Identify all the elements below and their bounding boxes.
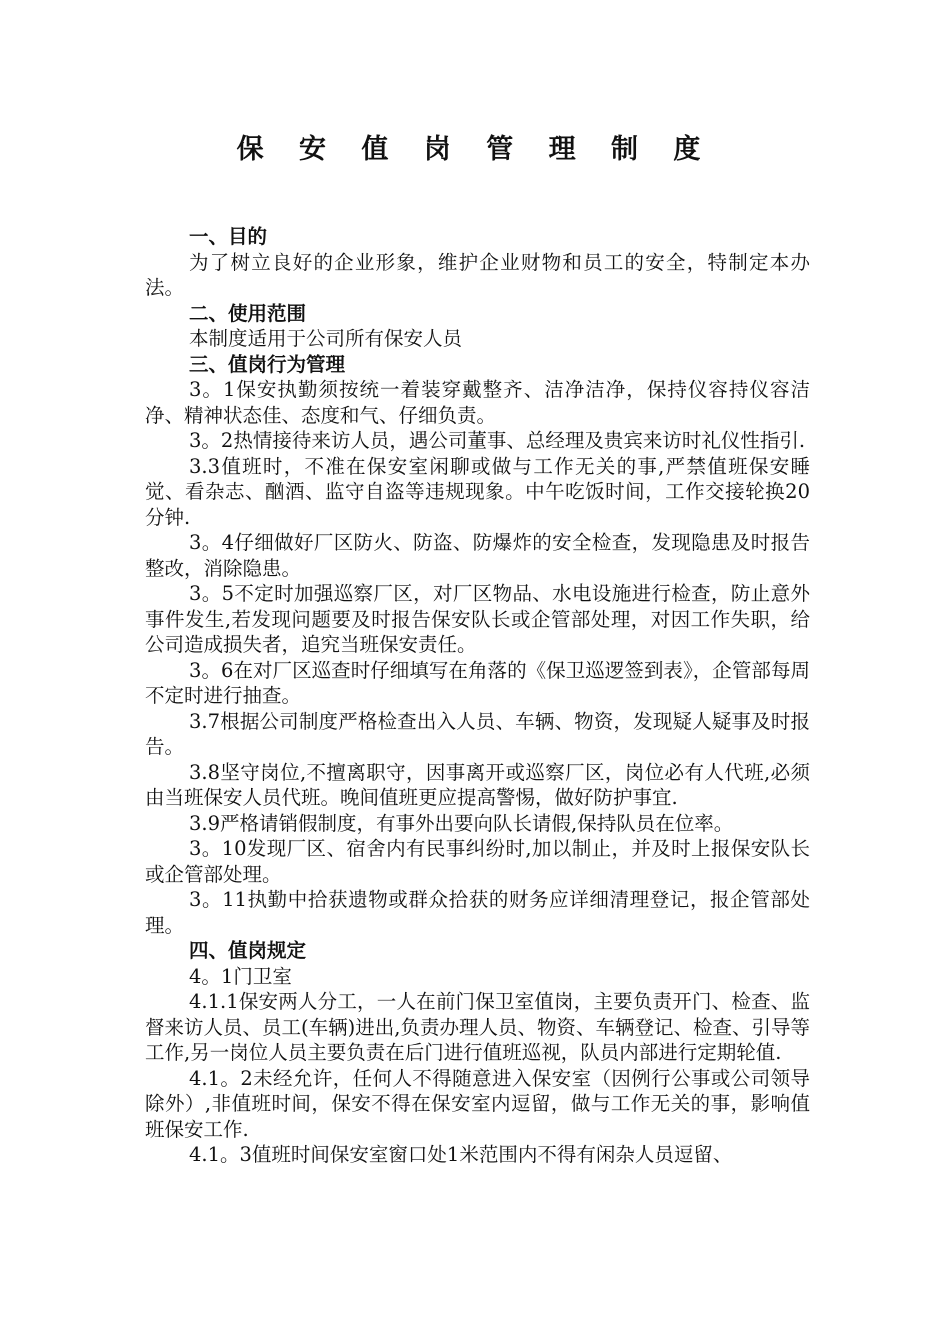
clause-3-8: 3.8坚守岗位,不擅离职守，因事离开或巡察厂区，岗位必有人代班,必须由当班保安人员代班。晚间值班更应提高警惕，做好防护事宜. — [145, 760, 810, 809]
clause-3-5: 3。5不定时加强巡察厂区，对厂区物品、水电设施进行检查，防止意外事件发生,若发现问题要及时报告保安队长或企管部处理，对因工作失职，给公司造成损失者，追究当班保安责任。 — [145, 582, 810, 656]
clause-3-9: 3.9严格请销假制度，有事外出要向队长请假,保持队员在位率。 — [189, 811, 734, 835]
clause-3-2: 3。2热情接待来访人员，遇公司董事、总经理及贵宾来访时礼仪性指引. — [189, 429, 806, 452]
clause-4-1-1: 4.1.1保安两人分工，一人在前门保卫室值岗，主要负责开门、检查、监督来访人员、员工(车辆)进出,负责办理人员、物资、车辆登记、检查、引导等工作,另一岗位人员主要负责在后门进行值班巡视，队员内部进行定期轮值. — [145, 990, 810, 1064]
document-title: 保 安 值 岗 管 理 制 度 — [236, 134, 714, 165]
clause-3-4: 3。4仔细做好厂区防火、防盗、防爆炸的安全检查，发现隐患及时报告整改，消除隐患。 — [145, 531, 810, 580]
clause-3-10: 3。10发现厂区、宿舍内有民事纠纷时,加以制止，并及时上报保安队长或企管部处理。 — [145, 837, 810, 886]
clause-3-7: 3.7根据公司制度严格检查出入人员、车辆、物资，发现疑人疑事及时报告。 — [145, 709, 810, 758]
scope-text: 本制度适用于公司所有保安人员 — [189, 327, 463, 350]
section-heading-conduct: 三、值岗行为管理 — [189, 352, 346, 376]
document-body — [145, 222, 810, 1168]
clause-4-1-3: 4.1。3值班时间保安室窗口处1米范围内不得有闲杂人员逗留、 — [189, 1143, 733, 1166]
clause-3-11: 3。11执勤中拾获遗物或群众拾获的财务应详细清理登记，报企管部处理。 — [145, 888, 810, 937]
clause-3-6: 3。6在对厂区巡查时仔细填写在角落的《保卫巡逻签到表》，企管部每周不定时进行抽查。 — [145, 658, 810, 707]
subsection-4-1: 4。1门卫室 — [189, 964, 292, 988]
section-heading-purpose: 一、目的 — [189, 225, 268, 248]
clause-3-3: 3.3值班时，不准在保安室闲聊或做与工作无关的事,严禁值班保安睡觉、看杂志、酗酒、监守自盗等违规现象。中午吃饭时间，工作交接轮换20分钟. — [145, 454, 810, 529]
clause-4-1-2: 4.1。2未经允许，任何人不得随意进入保安室（因例行公事或公司领导除外）,非值班时间，保安不得在保安室内逗留，做与工作无关的事，影响值班保安工作. — [145, 1066, 810, 1141]
purpose-text: 为了树立良好的企业形象，维护企业财物和员工的安全，特制定本办法。 — [145, 250, 810, 299]
section-heading-scope: 二、使用范围 — [189, 301, 307, 325]
clause-3-1: 3。1保安执勤须按统一着装穿戴整齐、洁净洁净，保持仪容持仪容洁净、精神状态佳、态度和气、仔细负责。 — [145, 378, 810, 427]
section-heading-rules: 四、值岗规定 — [189, 939, 307, 962]
